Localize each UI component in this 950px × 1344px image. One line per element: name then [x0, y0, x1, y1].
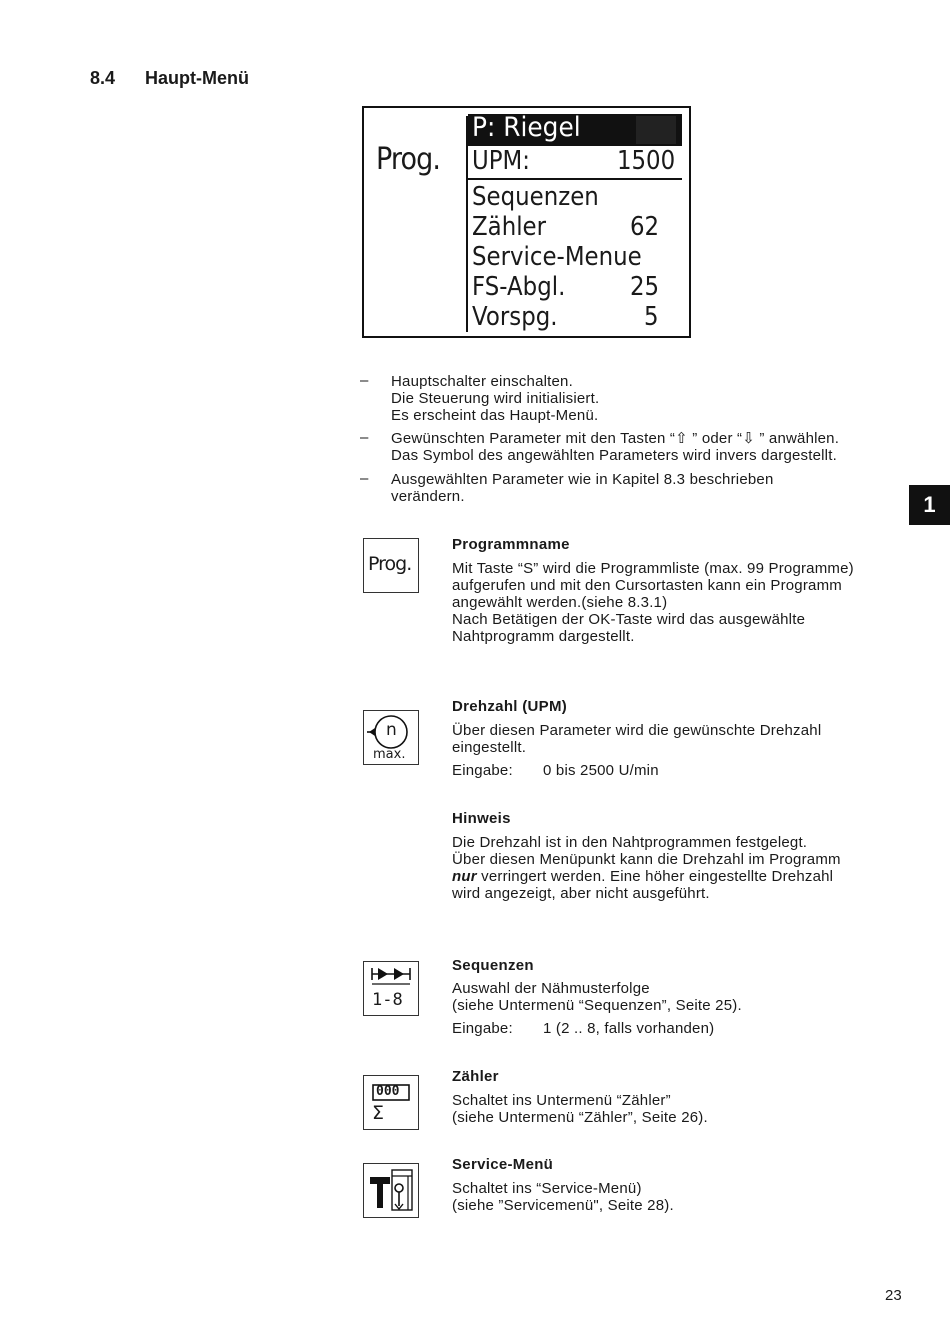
text-line: Nahtprogramm dargestellt.	[452, 628, 635, 645]
lcd-separator	[466, 116, 468, 332]
drehzahl-eingabe-value: 0 bis 2500 U/min	[543, 762, 659, 779]
text-line: Über diesen Parameter wird die gewünschte Drehzahl	[452, 722, 822, 739]
page-number: 23	[885, 1287, 902, 1304]
hinweis-text	[452, 834, 912, 902]
sigma-icon: Σ	[372, 1102, 385, 1124]
counter-icon	[363, 1075, 419, 1130]
step-dash: –	[360, 470, 369, 487]
step-3-line: verändern.	[391, 488, 465, 505]
lcd-prog-label: Prog.	[376, 142, 441, 177]
zaehler-text	[452, 1092, 912, 1126]
lcd-upm-value: 1500	[616, 146, 675, 176]
speed-icon-max: max.	[373, 747, 406, 762]
lcd-row-zaehler-value: 62	[629, 212, 659, 242]
step-2-line: Das Symbol des angewählten Parameters wird invers dargestellt.	[391, 447, 837, 464]
text-line: (siehe Untermenü “Zähler”, Seite 26).	[452, 1109, 708, 1126]
step-2	[391, 430, 911, 464]
lcd-upm-label: UPM:	[472, 146, 530, 176]
zaehler-heading: Zähler	[452, 1068, 499, 1085]
drehzahl-eingabe-label: Eingabe:	[452, 762, 513, 779]
lcd-program-name: P: Riegel	[472, 112, 581, 143]
hammer-tool-icon	[364, 1164, 418, 1217]
lcd-highlight-shade	[636, 116, 676, 144]
lcd-row-fs-abgl-value: 25	[629, 272, 659, 302]
speed-icon	[363, 710, 419, 765]
step-1-line: Es erscheint das Haupt-Menü.	[391, 407, 599, 424]
text-line: Nach Betätigen der OK-Taste wird das ausgewählte	[452, 611, 806, 628]
step-2-line: Gewünschten Parameter mit den Tasten “⇧ ” oder “⇩ ” anwählen.	[391, 430, 840, 447]
section-title: Haupt-Menü	[145, 68, 249, 88]
lcd-row-vorspg-value: 5	[644, 302, 659, 332]
prog-icon	[363, 538, 419, 593]
text-line: Auswahl der Nähmusterfolge	[452, 980, 650, 997]
step-1-line: Die Steuerung wird initialisiert.	[391, 390, 600, 407]
step-3-line: Ausgewählten Parameter wie in Kapitel 8.3 beschrieben	[391, 471, 774, 488]
lcd-display	[362, 106, 691, 338]
counter-icon-digits: 000	[376, 1084, 400, 1099]
step-dash: –	[360, 372, 369, 389]
text-line: Die Drehzahl ist in den Nahtprogrammen festgelegt.	[452, 834, 808, 851]
text-line: Über diesen Menüpunkt kann die Drehzahl im Programm	[452, 851, 841, 868]
lcd-row-sequenzen: Sequenzen	[472, 182, 599, 212]
service-icon	[363, 1163, 419, 1218]
programmname-text	[452, 560, 912, 645]
text-line: Mit Taste “S” wird die Programmliste (max. 99 Programme)	[452, 560, 854, 577]
chapter-tab: 1	[909, 485, 950, 525]
step-1	[391, 373, 911, 424]
sequenzen-heading: Sequenzen	[452, 957, 534, 974]
text-line: aufgerufen und mit den Cursortasten kann ein Programm	[452, 577, 842, 594]
hinweis-heading: Hinweis	[452, 810, 511, 827]
drehzahl-text	[452, 722, 912, 756]
lcd-row-zaehler: Zähler	[472, 212, 547, 242]
text-line: (siehe Untermenü “Sequenzen”, Seite 25).	[452, 997, 742, 1014]
programmname-heading: Programmname	[452, 536, 570, 553]
drehzahl-heading: Drehzahl (UPM)	[452, 698, 568, 715]
text-line: Schaltet ins Untermenü “Zähler”	[452, 1092, 671, 1109]
lcd-row-service: Service-Menue	[472, 242, 642, 272]
step-3	[391, 471, 911, 505]
text-line	[452, 868, 912, 885]
service-heading: Service-Menü	[452, 1156, 554, 1173]
sequence-icon	[363, 961, 419, 1016]
text-line: (siehe ”Servicemenü", Seite 28).	[452, 1197, 674, 1214]
step-dash: –	[360, 429, 369, 446]
speed-icon-n: n	[386, 720, 397, 740]
text-line: Schaltet ins “Service-Menü)	[452, 1180, 642, 1197]
sequenzen-eingabe-label: Eingabe:	[452, 1020, 513, 1037]
text-line: eingestellt.	[452, 739, 527, 756]
lcd-row-vorspg: Vorspg.	[472, 302, 558, 332]
section-number: 8.4	[90, 68, 116, 88]
text-line: angewählt werden.(siehe 8.3.1)	[452, 594, 668, 611]
lcd-row-fs-abgl: FS-Abgl.	[472, 272, 566, 302]
sequence-icon-label: 1-8	[372, 990, 403, 1010]
text-line: wird angezeigt, aber nicht ausgeführt.	[452, 885, 710, 902]
step-1-line: Hauptschalter einschalten.	[391, 373, 573, 390]
emphasis-nur: nur	[452, 868, 477, 885]
sequenzen-eingabe-value: 1 (2 .. 8, falls vorhanden)	[543, 1020, 715, 1037]
sequenzen-text	[452, 980, 912, 1014]
text-line-rest: verringert werden. Eine höher eingestellte Drehzahl	[476, 868, 834, 885]
service-text	[452, 1180, 912, 1214]
lcd-divider	[468, 178, 682, 180]
prog-icon-label: Prog.	[368, 553, 412, 575]
